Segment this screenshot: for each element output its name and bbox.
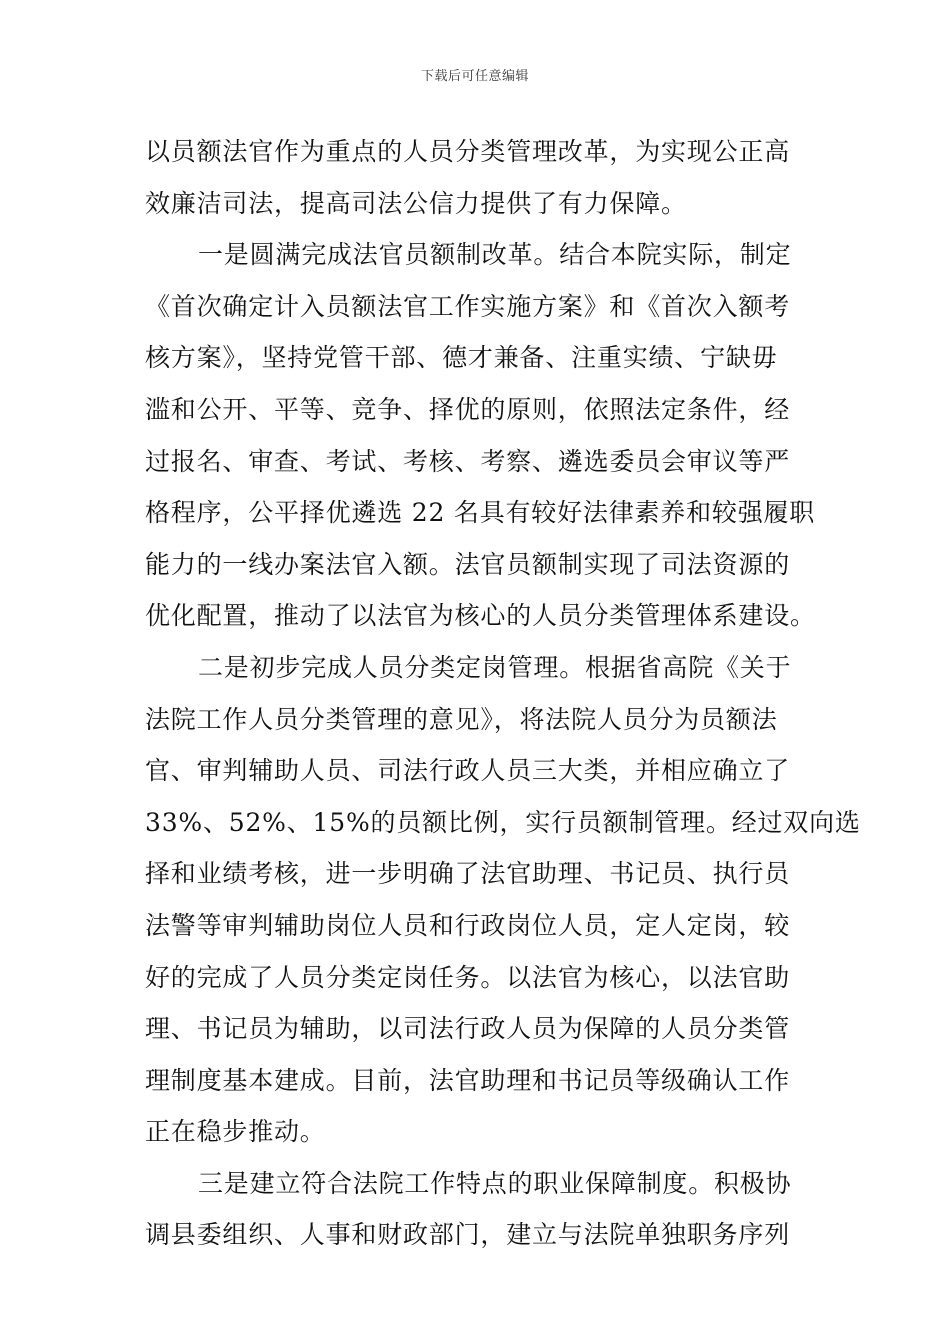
document-body <box>145 126 861 1261</box>
text-line: 法警等审判辅助岗位人员和行政岗位人员，定人定岗，较 <box>145 910 791 940</box>
text-line: 好的完成了人员分类定岗任务。以法官为核心，以法官助 <box>145 962 791 992</box>
text-line: 以员额法官作为重点的人员分类管理改革，为实现公正高 <box>145 137 791 166</box>
text-line: 调县委组织、人事和财政部门，建立与法院单独职务序列 <box>145 1220 791 1250</box>
text-line: 法院工作人员分类管理的意见》，将法院人员分为员额法 <box>145 704 778 734</box>
text-line: 官、审判辅助人员、司法行政人员三大类，并相应确立了 <box>145 756 791 786</box>
paragraph-first-line: 二是初步完成人员分类定岗管理。根据省高院《关于 <box>198 652 792 682</box>
text-line: 正在稳步推动。 <box>145 1117 326 1147</box>
text-line: 过报名、审查、考试、考核、考察、遴选委员会审议等严 <box>145 446 791 476</box>
text-line: 优化配置，推动了以法官为核心的人员分类管理体系建设。 <box>145 601 816 631</box>
text-line: 格程序，公平择优遴选 22 名具有较好法律素养和较强履职 <box>145 498 816 528</box>
paragraph-first-line: 一是圆满完成法官员额制改革。结合本院实际，制定 <box>198 240 792 270</box>
text-line: 理制度基本建成。目前，法官助理和书记员等级确认工作 <box>145 1065 791 1095</box>
text-line: 效廉洁司法，提高司法公信力提供了有力保障。 <box>145 188 687 218</box>
text-line: 核方案》，坚持党管干部、德才兼备、注重实绩、宁缺毋 <box>145 343 778 373</box>
text-line: 理、书记员为辅助，以司法行政人员为保障的人员分类管 <box>145 1014 791 1044</box>
page-header: 下载后可任意编辑 <box>420 69 529 84</box>
text-line: 能力的一线办案法官入额。法官员额制实现了司法资源的 <box>145 549 791 579</box>
text-line: 《首次确定计入员额法官工作实施方案》和《首次入额考 <box>145 291 791 321</box>
paragraph-first-line: 三是建立符合法院工作特点的职业保障制度。积极协 <box>198 1168 792 1198</box>
text-line: 择和业绩考核，进一步明确了法官助理、书记员、执行员 <box>145 859 791 889</box>
text-line: 33%、52%、15%的员额比例，实行员额制管理。经过双向选 <box>145 807 861 837</box>
text-line: 滥和公开、平等、竞争、择优的原则，依照法定条件，经 <box>145 394 791 424</box>
